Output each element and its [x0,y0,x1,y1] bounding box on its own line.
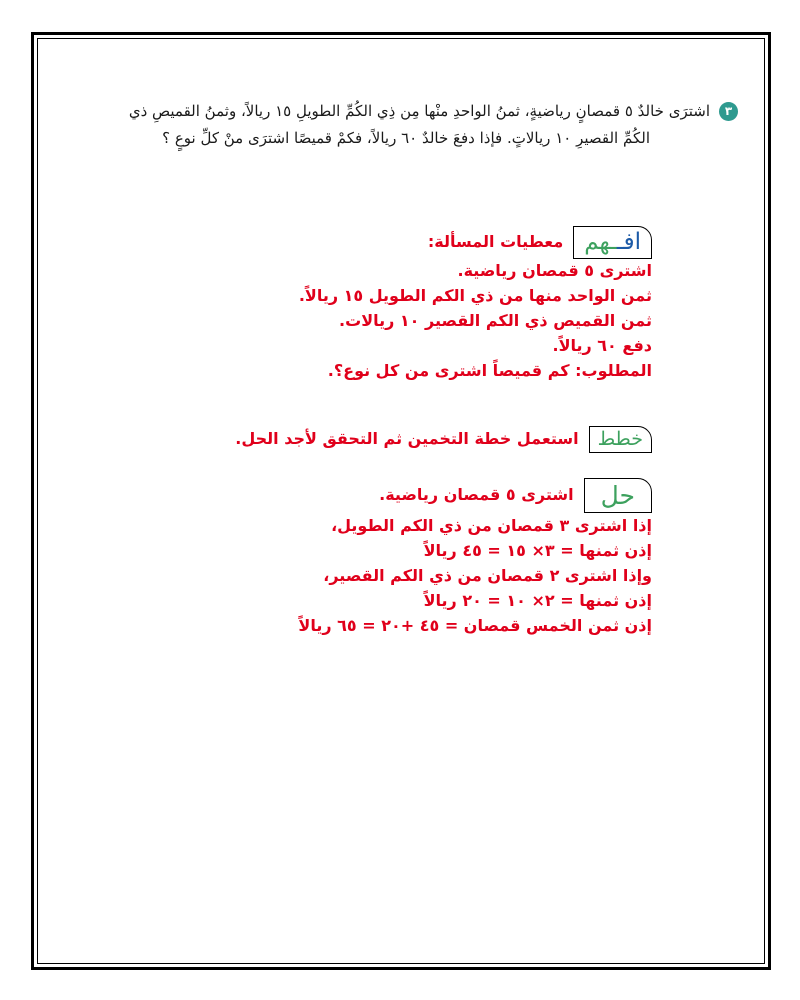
plan-text: استعمل خطة التخمين ثم التحقق لأجد الحل. [235,429,579,448]
plan-section [235,423,652,455]
solve-heading: اشترى ٥ قمصان رياضية. [379,485,574,504]
solve-tag: حل [584,478,652,513]
plan-tag: خطط [589,426,652,453]
solve-line-4: إذن ثمنها = ٢× ١٠ = ٢٠ ريالاً [423,591,652,610]
understand-line-1: اشترى ٥ قمصان رياضية. [457,261,652,280]
understand-tag-part-a: افـ [616,229,641,255]
understand-line-2: ثمن الواحد منها من ذي الكم الطويل ١٥ ريالاً. [298,286,652,305]
solve-line-3: وإذا اشترى ٢ قمصان من ذي الكم القصير، [323,566,652,585]
solve-section [298,477,652,638]
understand-line-3: ثمن القميص ذي الكم القصير ١٠ ريالات. [339,311,652,330]
problem-line-1: اشترَى خالدٌ ٥ قمصانٍ رياضيةٍ، ثمنُ الواحدِ منْها مِن ذِي الكُمِّ الطويلِ ١٥ ريالاً، وثمنُ القميصِ ذي [128,102,710,120]
solve-line-1: إذا اشترى ٣ قمصان من ذي الكم الطويل، [331,516,652,535]
understand-heading: معطيات المسألة: [427,232,564,251]
solve-heading-row [298,477,652,513]
solve-line-2: إذن ثمنها = ٣× ١٥ = ٤٥ ريالاً [423,541,652,560]
solve-line-5: إذن ثمن الخمس قمصان = ٤٥ +٢٠ = ٦٥ ريالاً [298,616,652,635]
plan-row [235,423,652,455]
understand-section [299,226,652,383]
understand-tag [573,226,652,259]
understand-tag-part-b: ـهم [584,229,617,255]
understand-line-5: المطلوب: كم قميصاً اشترى من كل نوع؟. [327,361,652,380]
understand-heading-row [299,226,652,258]
understand-line-4: دفع ٦٠ ريالاً. [552,336,652,355]
problem-number-badge: ٣ [719,102,738,121]
problem-line-2: الكُمِّ القصيرِ ١٠ ريالاتٍ. فإذا دفعَ خالدٌ ٦٠ ريالاً، فكمْ قميصًا اشترَى منْ كلِّ نوعٍ ؟ [162,129,650,147]
problem-statement [90,98,733,152]
